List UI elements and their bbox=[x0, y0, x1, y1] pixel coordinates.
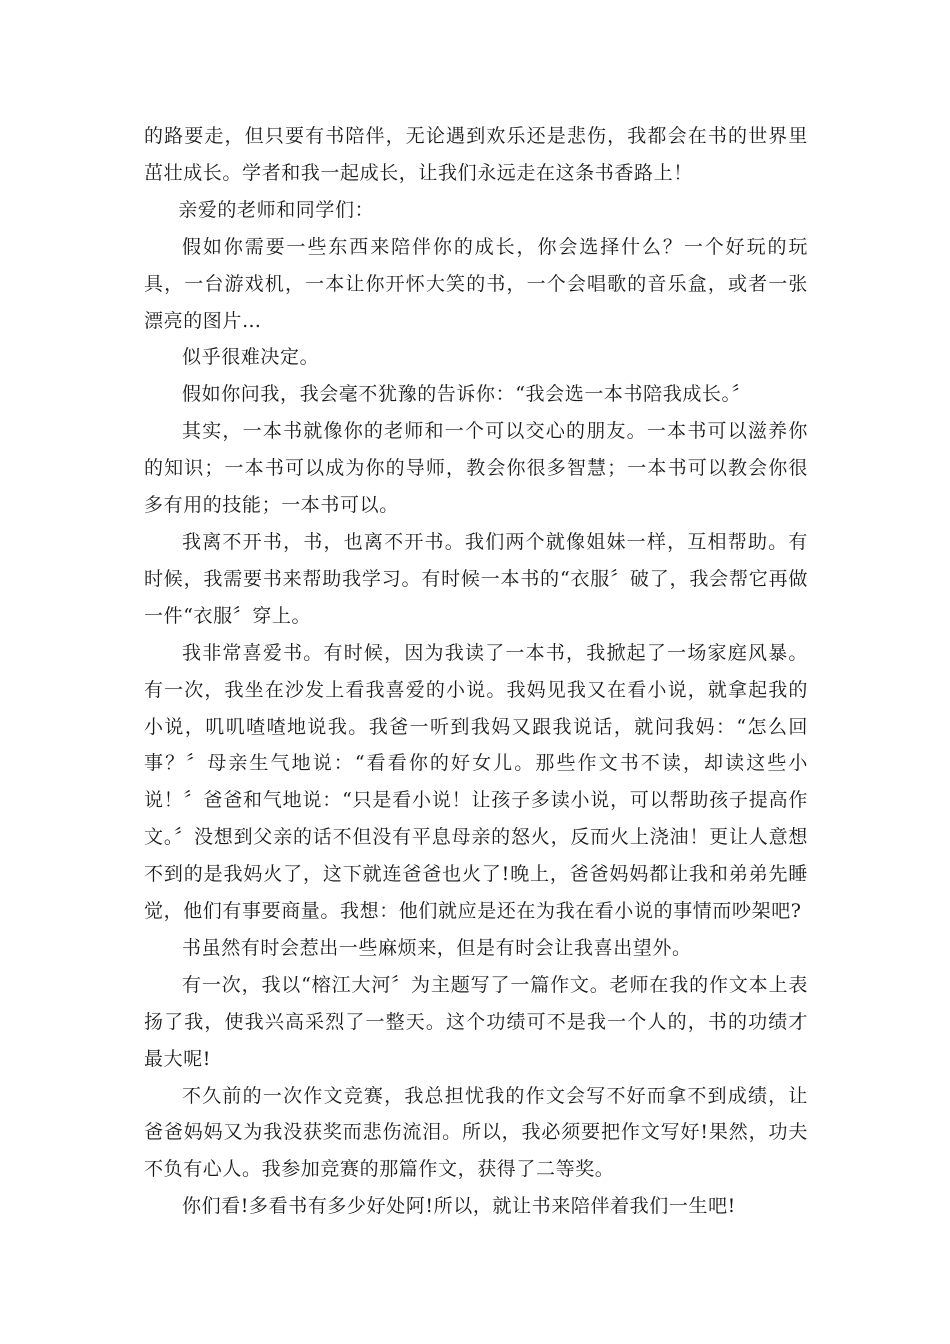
paragraph: 假如你问我，我会毫不犹豫的告诉你：“我会选一本书陪我成长。〞 bbox=[182, 383, 752, 406]
paragraph-salutation: 亲爱的老师和同学们： bbox=[178, 198, 375, 221]
paragraph: 书虽然有时会惹出一些麻烦来，但是有时会让我喜出望外。 bbox=[182, 936, 692, 959]
paragraph: 其实，一本书就像你的老师和一个可以交心的朋友。一本书可以滋养你的知识；一本书可以成为你的导师，教会你很多智慧；一本书可以教会你很多有用的技能；一本书可以。 bbox=[144, 420, 808, 517]
paragraph: 我离不开书，书，也离不开书。我们两个就像姐妹一样，互相帮助。有时候，我需要书来帮助我学习。有时候一本书的“衣服〞破了，我会帮它再做一件“衣服〞穿上。 bbox=[144, 530, 808, 627]
paragraph-continuation: 的路要走，但只要有书陪伴，无论遇到欢乐还是悲伤，我都会在书的世界里茁壮成长。学者和我一起成长，让我们永远走在这条书香路上！ bbox=[144, 125, 808, 184]
document-page bbox=[144, 118, 808, 1225]
paragraph: 似乎很难决定。 bbox=[182, 346, 320, 369]
paragraph: 不久前的一次作文竞赛，我总担忧我的作文会写不好而拿不到成绩，让爸爸妈妈又为我没获奖而悲伤流泪。所以，我必须要把作文写好!果然，功夫不负有心人。我参加竞赛的那篇作文，获得了二等奖。 bbox=[144, 1084, 808, 1181]
paragraph: 假如你需要一些东西来陪伴你的成长，你会选择什么？一个好玩的玩具，一台游戏机，一本让你开怀大笑的书，一个会唱歌的音乐盒，或者一张漂亮的图片… bbox=[144, 235, 808, 332]
paragraph: 你们看!多看书有多少好处阿!所以，就让书来陪伴着我们一生吧! bbox=[182, 1195, 736, 1218]
paragraph: 有一次，我以“榕江大河〞为主题写了一篇作文。老师在我的作文本上表扬了我，使我兴高采烈了一整天。这个功绩可不是我一个人的，书的功绩才最大呢! bbox=[144, 973, 808, 1070]
paragraph: 我非常喜爱书。有时候，因为我读了一本书，我掀起了一场家庭风暴。有一次，我坐在沙发上看我喜爱的小说。我妈见我又在看小说，就拿起我的小说，叽叽喳喳地说我。我爸一听到我妈又跟我说话，就问我妈：“怎么回事？〞母亲生气地说：“看看你的好女儿。那些作文书不读，却读这些小说！〞爸爸和气地说：“只是看小说！让孩子多读小说，可以帮助孩子提高作文。〞没想到父亲的话不但没有平息母亲的怒火，反而火上浇油！更让人意想不到的是我妈火了，这下就连爸爸也火了!晚上，爸爸妈妈都让我和弟弟先睡觉，他们有事要商量。我想：他们就应是还在为我在看小说的事情而吵架吧? bbox=[144, 641, 808, 923]
